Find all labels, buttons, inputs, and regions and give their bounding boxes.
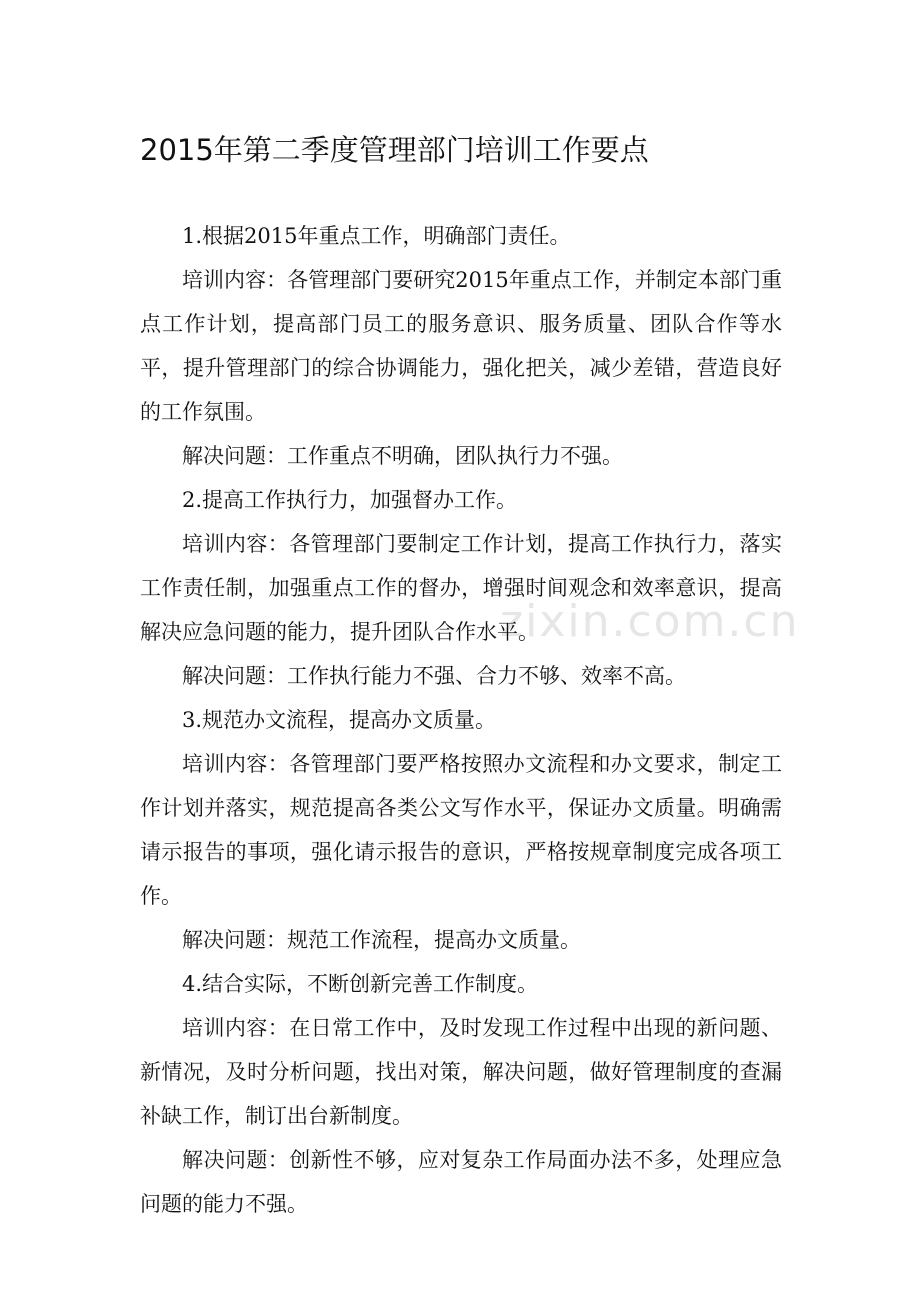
item-heading-3: 3.规范办文流程，提高办文质量。 xyxy=(182,708,497,732)
training-content-4: 培训内容：在日常工作中，及时发现工作过程中出现的新问题、新情况，及时分析问题，找出对策，解决问题，做好管理制度的查漏补缺工作，制订出台新制度。 xyxy=(140,1016,782,1128)
problem-solved-1: 解决问题：工作重点不明确，团队执行力不强。 xyxy=(182,444,623,468)
training-content-2: 培训内容：各管理部门要制定工作计划，提高工作执行力，落实工作责任制，加强重点工作的督办，增强时间观念和效率意识，提高解决应急问题的能力，提升团队合作水平。 xyxy=(140,532,782,644)
item-heading-1: 1.根据2015年重点工作，明确部门责任。 xyxy=(182,224,571,248)
document-title: 2015年第二季度管理部门培训工作要点 xyxy=(140,133,649,167)
item-heading-2: 2.提高工作执行力，加强督办工作。 xyxy=(182,488,518,512)
problem-solved-2: 解决问题：工作执行能力不强、合力不够、效率不高。 xyxy=(182,664,686,688)
item-heading-4: 4.结合实际，不断创新完善工作制度。 xyxy=(182,972,539,996)
problem-solved-4: 解决问题：创新性不够，应对复杂工作局面办法不多，处理应急问题的能力不强。 xyxy=(140,1148,782,1216)
watermark: zixin.com.cn xyxy=(500,596,800,647)
document-body xyxy=(140,214,782,1226)
training-content-3: 培训内容：各管理部门要严格按照办文流程和办文要求，制定工作计划并落实，规范提高各类公文写作水平，保证办文质量。明确需请示报告的事项，强化请示报告的意识，严格按规章制度完成各项工作。 xyxy=(140,752,782,908)
training-content-1: 培训内容：各管理部门要研究2015年重点工作，并制定本部门重点工作计划，提高部门员工的服务意识、服务质量、团队合作等水平，提升管理部门的综合协调能力，强化把关，减少差错，营造良好的工作氛围。 xyxy=(140,268,782,424)
problem-solved-3: 解决问题：规范工作流程，提高办文质量。 xyxy=(182,928,581,952)
